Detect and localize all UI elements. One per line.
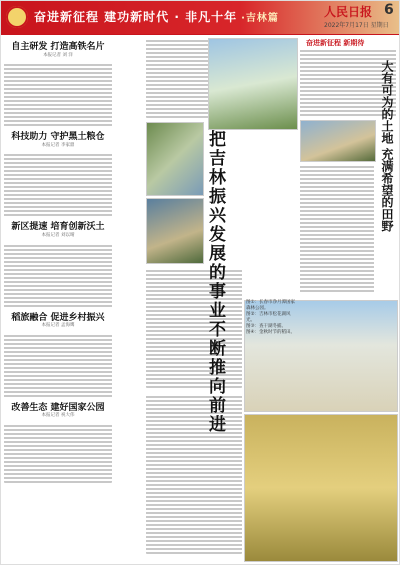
banner-title: 奋进新征程 建功新时代 · 非凡十年 ·吉林篇 [34, 10, 279, 24]
section-byline: 本报记者 李家鼎 [41, 142, 75, 148]
caption: 图③：查干湖冬捕。 [246, 324, 287, 329]
issue-date: 2022年7月17日 星期日 [324, 22, 389, 29]
caption: 图④：金秋时节的稻田。 [246, 330, 296, 335]
section-title: 稻旅融合 促进乡村振兴 [11, 312, 105, 323]
section-byline: 本报记者 孟海鹰 [41, 323, 75, 329]
banner-subtitle: ·吉林篇 [241, 13, 279, 24]
section-byline: 本报记者 刘以晴 [41, 232, 75, 238]
column-tag: 奋进新征程 新期待 [306, 39, 365, 47]
page-number: 6 [384, 2, 394, 18]
section-title: 改善生态 建好国家公园 [11, 402, 105, 413]
paper-logo: 人民日报 [324, 5, 373, 19]
section-byline: 本报记者 祝大伟 [41, 413, 75, 419]
section-byline: 本报记者 刘 洋 [43, 52, 73, 58]
caption: 图①：长春市净月潭国家森林公园。 [246, 300, 296, 311]
section-title: 科技助力 守护黑土粮仓 [11, 132, 105, 143]
section-title: 自主研发 打造高铁名片 [11, 42, 105, 52]
main-headline: 把吉林振兴发展的事业不断推向前进 [205, 130, 225, 434]
sub-headline: 大有可为的土地 充满希望的田野 [380, 60, 394, 233]
caption: 图②：吉林市松花湖风光。 [246, 312, 291, 323]
section-title: 新区提速 培育创新沃土 [11, 222, 105, 233]
